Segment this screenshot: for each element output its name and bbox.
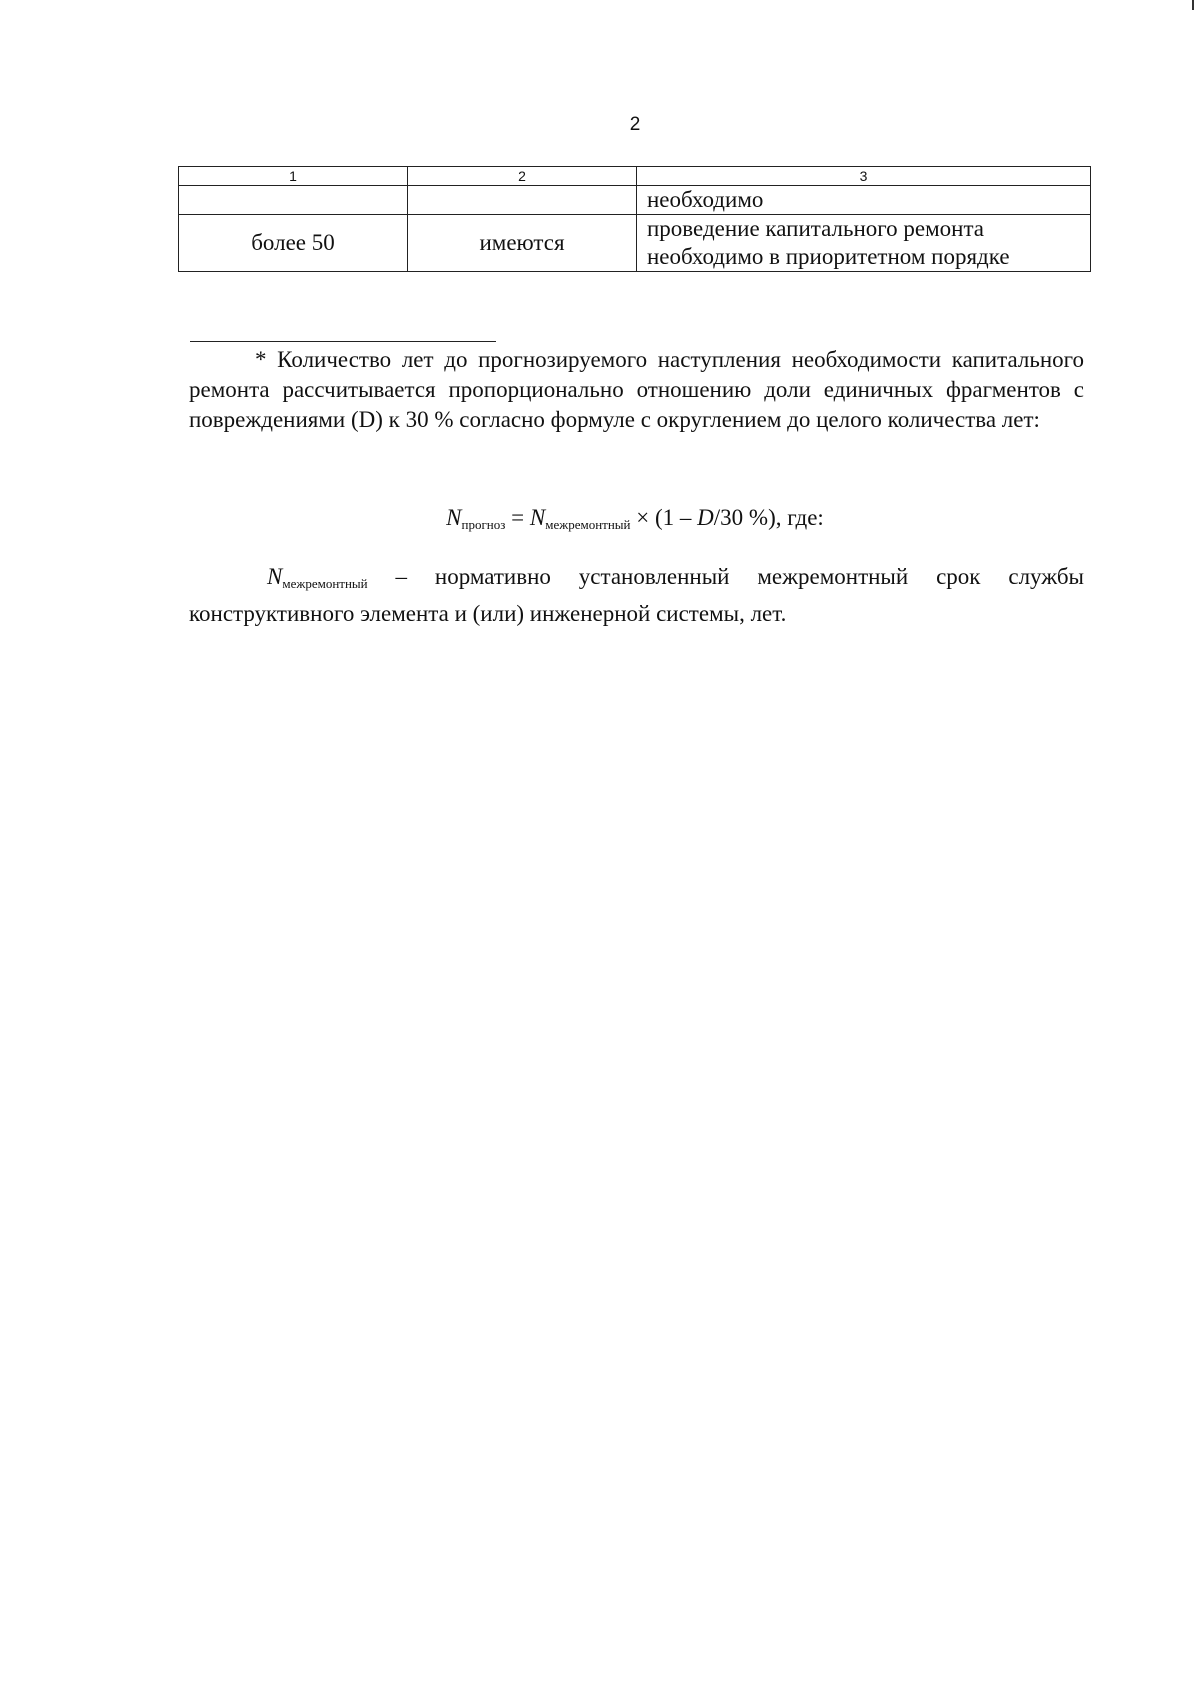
table-header-cell: 3	[637, 167, 1091, 186]
definition-subscript: межремонтный	[282, 576, 368, 591]
table-header-row	[179, 167, 1091, 186]
table-header-cell: 1	[179, 167, 408, 186]
formula-lhs-variable: N	[446, 505, 462, 530]
table-header-cell: 2	[408, 167, 637, 186]
formula-equals: =	[505, 505, 530, 530]
formula-multiplier-close: /30 %), где:	[713, 505, 824, 530]
formula-rhs-subscript: межремонтный	[545, 517, 631, 532]
table-cell: более 50	[179, 215, 408, 272]
table-row	[179, 215, 1091, 272]
variable-definition	[189, 562, 1084, 629]
formula-d-variable: D	[697, 505, 714, 530]
formula-rhs-variable: N	[529, 505, 546, 530]
table-row	[179, 186, 1091, 215]
forecast-formula	[0, 503, 1200, 540]
assessment-table	[178, 166, 1091, 272]
footnote-text: * Количество лет до прогнозируемого наступления необходимости капитального ремонта рассчитывается пропорционально отношению доли единичных фрагментов с повреждениями (D) к 30 % согласно формуле с округлением до целого количества лет:	[189, 347, 1084, 432]
table-cell	[179, 186, 408, 215]
table-cell: необходимо	[637, 186, 1091, 215]
formula-lhs-subscript: прогноз	[461, 517, 506, 532]
footnote-separator	[190, 341, 496, 342]
table-cell: проведение капитального ремонта необходимо в приоритетном порядке	[637, 215, 1091, 272]
table-cell: имеются	[408, 215, 637, 272]
scan-edge-mark	[1192, 0, 1194, 10]
definition-variable: N	[267, 564, 283, 589]
page-number: 2	[629, 114, 641, 135]
definition-text: – нормативно установленный межремонтный срок службы конструктивного элемента и (или) инженерной системы, лет.	[189, 564, 1084, 626]
table-cell	[408, 186, 637, 215]
formula-multiplier-open: × (1 –	[630, 505, 698, 530]
